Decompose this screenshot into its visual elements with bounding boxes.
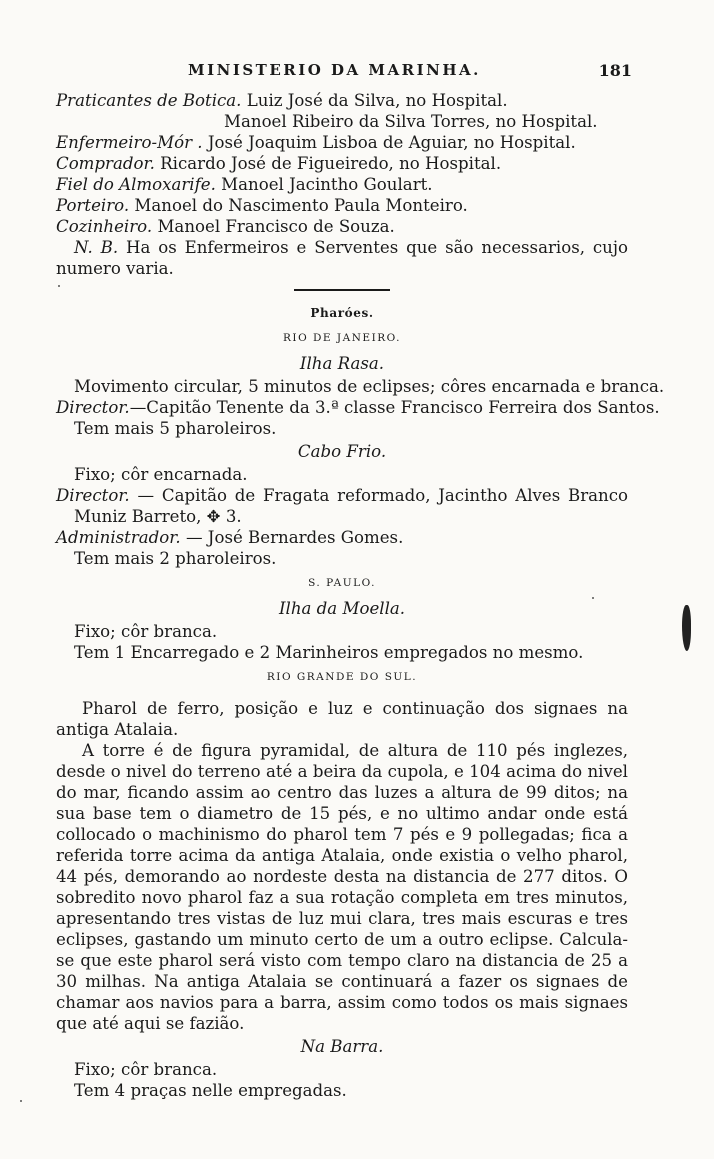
page-number: 181 bbox=[598, 61, 632, 80]
section-title: Pharóes. bbox=[310, 306, 374, 320]
lighthouse-name: Cabo Frio. bbox=[297, 442, 387, 461]
note-continuation: numero varia. bbox=[56, 259, 174, 278]
note-line bbox=[56, 237, 628, 258]
staff-entry bbox=[56, 132, 628, 153]
lighthouse-detail: Fixo; côr branca. bbox=[74, 622, 218, 641]
lighthouse-detail: Movimento circular, 5 minutos de eclipses; côres encarnada e branca. bbox=[74, 377, 665, 396]
administrator-text: — José Bernardes Gomes. bbox=[185, 528, 404, 547]
staff-name: Ricardo José de Figueiredo, no Hospital. bbox=[160, 154, 502, 173]
lighthouse-detail: Tem mais 5 pharoleiros. bbox=[74, 419, 277, 438]
ink-speck bbox=[20, 1100, 22, 1102]
ink-speck bbox=[592, 597, 594, 599]
director-label: Director. bbox=[56, 398, 130, 417]
administrator-label: Administrador. bbox=[56, 528, 181, 547]
lighthouse-name: Ilha da Moella. bbox=[278, 599, 406, 618]
province-heading: RIO GRANDE DO SUL. bbox=[266, 671, 418, 683]
province-heading: S. PAULO. bbox=[308, 577, 376, 589]
staff-role: Enfermeiro-Mór . bbox=[56, 133, 203, 152]
staff-name: Manoel Jacintho Goulart. bbox=[221, 175, 433, 194]
lighthouse-name: Na Barra. bbox=[300, 1037, 384, 1056]
lighthouse-detail: Tem 1 Encarregado e 2 Marinheiros empregados no mesmo. bbox=[74, 643, 584, 662]
note-text: Ha os Enfermeiros e Serventes que são necessarios, cujo bbox=[125, 238, 628, 257]
staff-name: Luiz José da Silva, no Hospital. bbox=[246, 91, 508, 110]
section-divider bbox=[294, 289, 390, 291]
staff-name: Manoel Francisco de Souza. bbox=[157, 217, 395, 236]
staff-entry bbox=[56, 174, 628, 195]
page-header bbox=[56, 60, 632, 90]
lighthouse-name: Ilha Rasa. bbox=[299, 354, 385, 373]
ink-speck bbox=[58, 285, 60, 287]
lighthouse-detail: Tem mais 2 pharoleiros. bbox=[74, 549, 277, 568]
director-text: —Capitão Tenente da 3.ª classe Francisco Ferreira dos Santos. bbox=[129, 398, 660, 417]
lighthouse-detail: Tem 4 praças nelle empregadas. bbox=[74, 1081, 347, 1100]
staff-entry bbox=[56, 90, 628, 111]
note-label: N. B. bbox=[74, 238, 119, 257]
staff-entry bbox=[56, 195, 628, 216]
staff-list bbox=[56, 90, 628, 237]
director-label: Director. bbox=[56, 486, 130, 505]
director-line bbox=[56, 485, 628, 506]
administrator-line bbox=[56, 527, 628, 548]
staff-entry bbox=[56, 111, 628, 132]
staff-role: Comprador. bbox=[56, 154, 155, 173]
running-title: MINISTERIO DA MARINHA. bbox=[188, 61, 481, 79]
staff-entry bbox=[56, 153, 628, 174]
paragraph: Pharol de ferro, posição e luz e continuação dos signaes na antiga Atalaia. bbox=[56, 699, 628, 739]
staff-role: Fiel do Almoxarife. bbox=[56, 175, 216, 194]
province-heading: RIO DE JANEIRO. bbox=[283, 332, 401, 344]
staff-role: Porteiro. bbox=[56, 196, 130, 215]
staff-name: José Joaquim Lisboa de Aguiar, no Hospital. bbox=[207, 133, 576, 152]
director-text: — Capitão de Fragata reformado, Jacintho Alves Branco bbox=[137, 486, 629, 505]
lighthouse-detail: Fixo; côr branca. bbox=[74, 1060, 218, 1079]
ink-blot-mark bbox=[682, 605, 691, 651]
paragraph: A torre é de figura pyramidal, de altura de 110 pés inglezes, desde o nivel do terreno até a beira da cupola, e 104 acima do nivel do mar, ficando assim ao centro das luzes a altura de 99 ditos; na sua base tem o diametro de 15 pés, e no ultimo andar onde está collocado o machinismo do pharol tem 7 pés e 9 pollegadas; fica a referida torre acima da antiga Atalaia, onde existia o velho pharol, 44 pés, demorando ao nordeste desta na distancia de 277 ditos. O sobredito novo pharol faz a sua rotação completa em tres minutos, apresentando tres vistas de luz mui clara, tres mais escuras e tres eclipses, gastando um minuto certo de um a outro eclipse. Calcula-se que este pharol será visto com tempo claro na distancia de 25 a 30 milhas. Na antiga Atalaia se continuará a fazer os signaes de chamar aos navios para a barra, assim como todos os mais signaes que até aqui se fazião. bbox=[56, 741, 628, 1033]
lighthouse-detail: Fixo; côr encarnada. bbox=[74, 465, 248, 484]
director-line bbox=[56, 397, 660, 418]
staff-entry bbox=[56, 216, 628, 237]
staff-name: Manoel do Nascimento Paula Monteiro. bbox=[134, 196, 468, 215]
staff-role: Praticantes de Botica. bbox=[56, 91, 242, 110]
document-page bbox=[56, 60, 665, 1101]
staff-name: Manoel Ribeiro da Silva Torres, no Hospital. bbox=[224, 112, 598, 131]
director-continuation: Muniz Barreto, ✥ 3. bbox=[74, 507, 242, 526]
staff-role: Cozinheiro. bbox=[56, 217, 153, 236]
